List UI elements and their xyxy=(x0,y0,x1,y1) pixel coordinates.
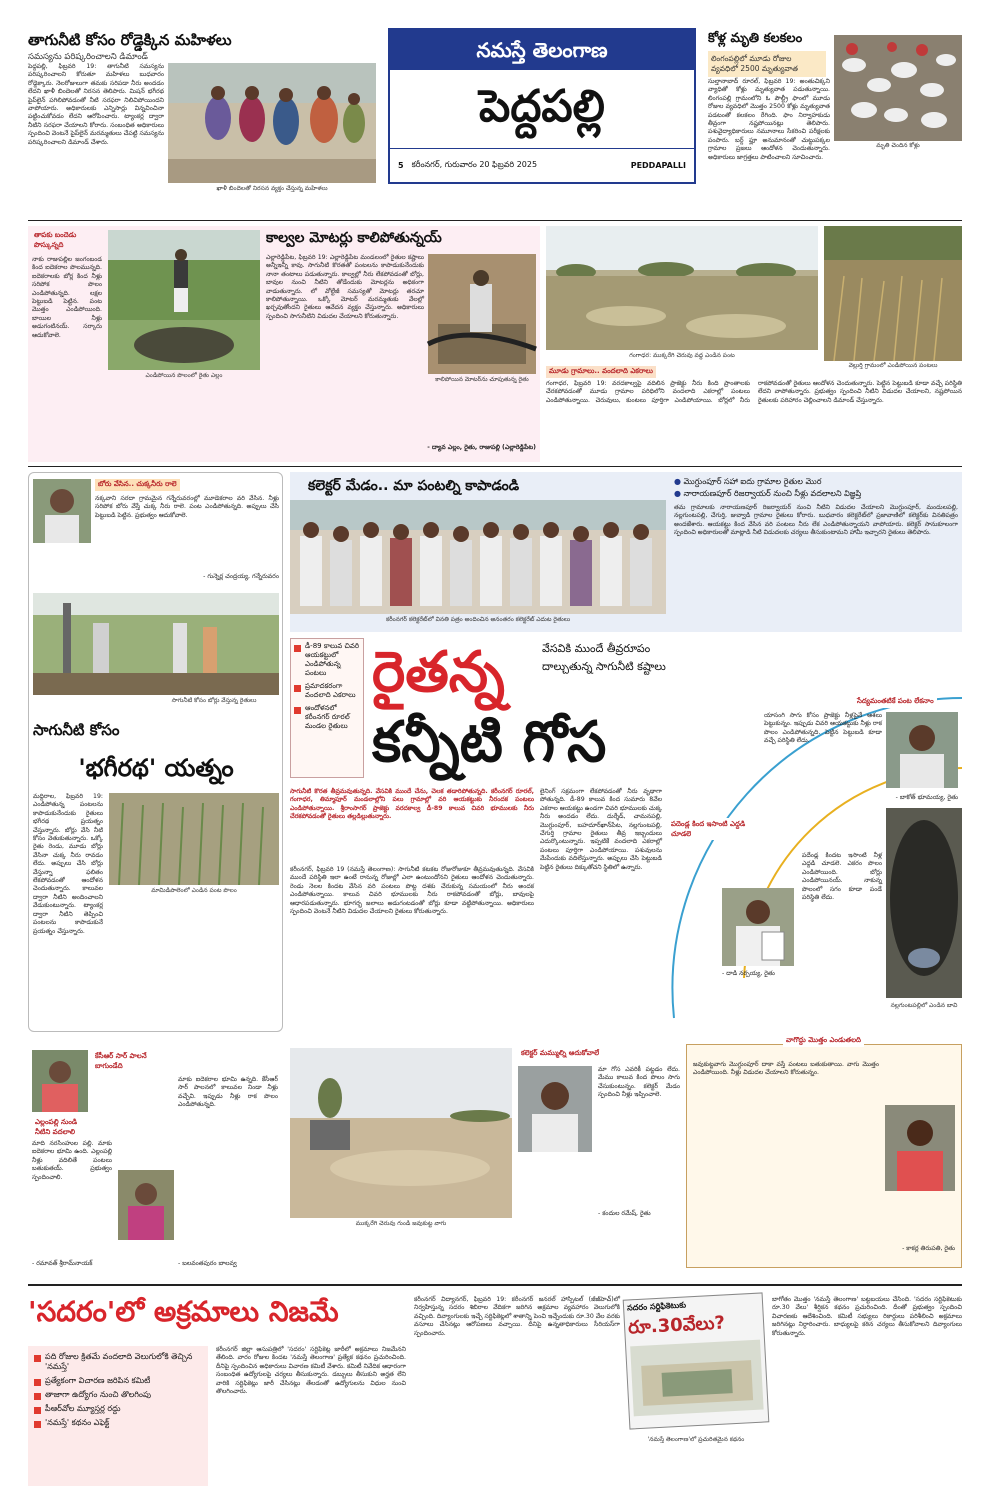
body-text-2: లైనింగ్ సక్రమంగా లేకపోవడంతో నీరు వృథాగా పోతున్నది. డీ-89 కాలువ కింద సుమారు 8వేల ఎకరాల ఆయకట్టు ఉండగా చివరి భూములకు చుక్క నీరు అందడం లేదు. దుర్శేడ్, చామనపల్లి, మొగ్దుంపూర్, బహదూర్‌ఖాన్‌పేట, నల్లగుంటపల్లి, చేగుర్తి గ్రామాల రైతులు తీవ్ర ఇబ్బందులు ఎదుర్కొంటున్నారు. ఇప్పటికే వందలాది ఎకరాల్లో పంటలు పూర్తిగా ఎండిపోయాయి. పశువులను మేపేందుకు వదిలేస్తున్నారు. అప్పులు చేసి పెట్టుబడి పెట్టిన రైతులు దిక్కుతోచని స్థితిలో ఉన్నారు. xyxy=(540,788,662,871)
photo-woman-portrait xyxy=(118,1170,174,1240)
headline: 'సదరం'లో అక్రమాలు నిజమే xyxy=(28,1295,339,1328)
photo-farmer-portrait xyxy=(518,1066,592,1152)
dateline: కరీంనగర్, గురువారం 20 ఫిబ్రవరి 2025 xyxy=(411,160,538,169)
body-text-1: కరీంనగర్ జిల్లా ఆసుపత్రిలో 'సదరం' సర్టిఫికెట్ల జారీలో అక్రమాలు నిజమేనని తేలింది. వారం రోజుల కిందట 'నమస్తే తెలంగాణ' ప్రత్యేక కథనం ప్రచురించింది. దీనిపై స్పందించిన అధికారులు విచారణ కమిటీ వేశారు. కమిటీ నివేదిక ఆధారంగా సంబంధిత ఉద్యోగులపై చర్యలు తీసుకున్నారు. డబ్బులు తీసుకుని అర్హత లేని వారికి సర్టిఫికెట్లు జారీ చేసినట్లు తేలడంతో ఉద్యోగులను విధుల నుంచి తొలగించారు. xyxy=(216,1346,406,1396)
story-motors xyxy=(28,226,540,462)
body-text-1: కరీంనగర్, ఫిబ్రవరి 19 (నమస్తే తెలంగాణ): సాగునీటి కటకట రోజురోజుకూ తీవ్రమవుతున్నది. వేసవికి ముందే పరిస్థితి ఇలా ఉంటే రానున్న రోజుల్లో ఎలా ఉంటుందోనని రైతులు ఆందోళన చెందుతున్నారు. రెండు నెలల కిందట వేసిన వరి పంటలు పొట్ట దశకు చేరుకున్న సమయంలో నీరు అందక ఎండిపోతున్నాయి. కాలువ చివరి భూములకు నీరు రాకపోవడంతో బోర్లు, బావులపై ఆధారపడుతున్నారు. భూగర్భ జలాలు అడుగంటడంతో బోర్లు కూడా వట్టిపోతున్నాయి. అధికారులు స్పందించి వెంటనే నీటిని విడుదల చేయాలని రైతులు కోరుతున్నారు. xyxy=(290,866,534,916)
photo-farmer-portrait xyxy=(33,479,91,543)
bullet-item: పది రోజుల క్రితమే వందలాది వెలుగులోకి తెచ్చిన 'నమస్తే' xyxy=(34,1352,202,1372)
quote-box-vagu xyxy=(686,1036,962,1268)
section-tag: కలెక్టర్ మమ్ముల్ని ఆదుకోవాలే xyxy=(521,1049,600,1057)
story-villages xyxy=(546,226,962,462)
story-bhagiratha xyxy=(28,472,283,1032)
quote-text: పదేండ్ల కిందట ఇసాంటి నీళ్ల ఎద్దడి చూడలె. ఎకరం పొలం ఎండిపోయింది. బోర్లు ఎండిపోయినయ్. నాకున్న పొలంలో సగం కూడా పండే పరిస్థితి లేదు. xyxy=(802,852,882,902)
photo-dry-stream xyxy=(290,1048,512,1218)
section-tag: వాగొద్దు మొత్తం ఎండుతలది xyxy=(783,1035,864,1047)
quote-text: యాసంగి సాగు కోసం ప్రాజెక్టు నీళ్లపైనే ఆశలు పెట్టుకున్నం. ఇప్పుడు చివరి ఆయకట్టుకు నీళ్లు రాక పొలం ఎండిపోతున్నది. పెట్టిన పెట్టుబడి కూడా వచ్చే పరిస్థితి లేదు. xyxy=(764,712,882,745)
headline: సాగునీటి కోసం xyxy=(33,721,120,739)
photo-farmers-group xyxy=(290,500,666,614)
bullet-box xyxy=(28,1346,208,1486)
bullet-item: డీ-89 కాలువ చివరి ఆయకట్టులో ఎండిపోతున్న పంటలు xyxy=(294,642,360,678)
sub-line-1: లింగంపల్లిలో మూడు రోజుల xyxy=(711,54,792,63)
photo-caption-2: కాలిపోయిన మోటర్‌ను చూపుతున్న రైతు xyxy=(435,376,529,383)
divider xyxy=(28,220,962,221)
photo-women xyxy=(168,63,376,183)
headline: కోళ్ల మృతి కలకలం xyxy=(708,31,803,46)
body-text: ఎల్లారెడ్డిపేట, ఫిబ్రవరి 19: ఎల్లారెడ్డిపేట మండలంలో రైతుల కష్టాలు అన్నీఇన్నీ కావు. సాగునీటి కొరతతో పంటలను కాపాడుకునేందుకు నానా తంటాలు పడుతున్నారు. కాల్వల్లో నీరు లేకపోవడంతో బోర్లు, బావుల నుంచి నీటిని తోడేందుకు మోటర్లను అధికంగా వాడుతున్నారు. లో వోల్టేజీ సమస్యతో మోటర్లు తరచూ కాలిపోతున్నాయి. ఒక్కో మోటర్ మరమ్మతుకు వేలల్లో ఖర్చవుతోందని రైతులు ఆవేదన వ్యక్తం చేస్తున్నారు. అధికారులు స్పందించి సాగునీటిని విడుదల చేయాలని కోరుతున్నారు. xyxy=(266,254,424,320)
photo-caption-1: ఎండిపోయిన పొలంలో రైతు ఎల్లం xyxy=(145,372,223,379)
clip-box xyxy=(623,1292,770,1429)
masthead xyxy=(388,28,696,184)
bullet-item: ఆందోళనలో కరీంనగర్ రూరల్ మండల రైతులు xyxy=(294,704,360,731)
photo-dead-chickens xyxy=(834,35,962,141)
clip-photo xyxy=(630,1340,763,1417)
clip-price: రూ.30వేలు? xyxy=(627,1312,726,1339)
story-women-protest xyxy=(28,30,380,215)
section-tag: తాపకు బందెడు పొస్కున్నది xyxy=(34,231,77,249)
photo-caption: మృతి చెందిన కోళ్లు xyxy=(876,142,920,149)
brand-name: నమస్తే తెలంగాణ xyxy=(476,38,608,62)
bullet: ● xyxy=(674,477,684,486)
headline-part-1: రైతన్న xyxy=(372,640,505,705)
photo-farmer-portrait xyxy=(32,1050,88,1112)
quote-attribution: - ద్యావ ఎల్లం, రైతు, రాజుపల్లి (ఎల్లారెడ్డిపేట) xyxy=(427,444,536,451)
photo-dry-crop xyxy=(824,226,962,361)
point-2 xyxy=(674,488,958,499)
edition-en: PEDDAPALLI xyxy=(630,161,686,170)
body-text: మద్దిరాల, ఫిబ్రవరి 19: ఎండిపోతున్న పంటలను కాపాడుకునేందుకు రైతులు భగీరథ ప్రయత్నం చేస్తున్నారు. బోర్లు వేసి నీటి కోసం వెతుకుతున్నారు. ఒక్కో రైతు రెండు, మూడు బోర్లు వేసినా చుక్క నీరు రావడం లేదు. అప్పులు చేసి బోర్లు వేస్తున్నా ఫలితం లేకపోవడంతో ఆందోళన చెందుతున్నారు. కాలువల ద్వారా నీటిని అందించాలని వేడుకుంటున్నారు. ట్యాంకర్ల ద్వారా నీటిని తెప్పించి పంటలను కాపాడుకునే ప్రయత్నం చేస్తున్నారు. xyxy=(33,793,103,935)
subheadline: సమస్యను పరిష్కరించాలని డిమాండ్ xyxy=(28,52,148,62)
bullet-list xyxy=(294,642,360,731)
quote-box-farmers xyxy=(28,1050,283,1278)
section-tag: సేద్యమంతటికే పంట లేకనాం xyxy=(854,696,937,708)
dateline-bar xyxy=(390,148,694,182)
bullet-item: ప్రత్యేకంగా విచారణ జరిపిన కమిటీ xyxy=(34,1376,202,1386)
quote-text: మా గోస ఎవరికీ పట్టడం లేదు. మేము కాలువ కింద పొలం సాగు చేసుకుంటున్నం. కలెక్టర్ మేడం స్పందించి నీళ్లు ఇప్పించాలె. xyxy=(598,1066,680,1099)
bullet-item: తాజాగా ఉద్యోగం నుంచి తొలగింపు xyxy=(34,1390,202,1400)
quote-text: నాకు రాజుపల్లిల జంగంబండ కింద ఐదెకరాల పొలమున్నది. ఐదెకరాలకు బోర్ల కింద నీళ్లు సరిపోక పొలం ఎండిపోతున్నది. లక్షల పెట్టుబడి పెట్టిన. పంట మొత్తం ఎండిపోయింది. బాయిల నీళ్లు అడుగంటినయ్. సర్కారు ఆదుకోవాలె. xyxy=(32,256,102,339)
bullet-item: ప్రమాదకరంగా వందలాది ఎకరాలు xyxy=(294,682,360,700)
bullet: ● xyxy=(674,489,684,498)
photo-caption: కరీంనగర్ కలెక్టరేట్‌లో వినతి పత్రం అందించిన అనంతరం కలెక్టరేట్‌ ఎదుట రైతులు xyxy=(385,616,571,623)
sub-box xyxy=(708,51,826,77)
bullet-item: పీఆర్‌వోల మ్యూస్తర్ల రద్దు xyxy=(34,1404,202,1414)
section-tag: ఎల్లంపల్లి నుండి నీటిని వదలాలి xyxy=(35,1118,78,1136)
kicker-2: దాల్చుతున్న సాగునీటి కష్టాలు xyxy=(542,660,666,673)
sub-line-2: వ్యవధిలో 2500 మృత్యువాత xyxy=(711,64,799,73)
photo-farmer-portrait xyxy=(886,712,958,788)
kicker-1: వేసవికి ముందే తీవ్రరూపం xyxy=(542,642,651,655)
photo-caption-2: మామిడిపాలెంలో ఎండిన పంట పొలం xyxy=(151,887,237,894)
quote-radial xyxy=(664,638,962,1038)
photo-farmer-field xyxy=(108,230,260,370)
quote-attribution: - గున్నెర్ల చంద్రయ్య, గన్నేరువరం xyxy=(203,573,279,580)
photo-farmer-with-paper xyxy=(722,888,794,966)
point-1 xyxy=(674,476,958,487)
divider xyxy=(28,466,962,467)
quote-attribution: - రమావత్ శ్రీరామ్‌నాయక్ xyxy=(32,1260,93,1267)
clip-caption: 'నమస్తే తెలంగాణ'లో ప్రచురితమైన కథనం xyxy=(647,1436,745,1443)
story-collector xyxy=(290,472,962,632)
section-tag: బోరు వేసిన.. చుక్కనీరు రాలె xyxy=(95,479,180,491)
story-chicken-deaths xyxy=(708,30,962,215)
body-text: సుల్తానాబాద్ రూరల్, ఫిబ్రవరి 19: అంతుచిక్కని వ్యాధితో కోళ్లు మృత్యువాత పడుతున్నాయి. లింగంపల్లి గ్రామంలోని ఓ పౌల్ట్రీ ఫాంలో మూడు రోజుల వ్యవధిలో మొత్తం 2500 కోళ్లు మృత్యువాత పడటంతో కలకలం రేగింది. ఫాం నిర్వాహకుడు తీవ్రంగా నష్టపోయినట్లు తెలిపారు. పశువైద్యాధికారులు నమూనాలు సేకరించి పరీక్షలకు పంపారు. బర్డ్ ఫ్లూ అనుమానంతో చుట్టుపక్కల గ్రామాల ప్రజలు ఆందోళన చెందుతున్నారు. అధికారులు జాగ్రత్తలు పాటించాలని సూచించారు. xyxy=(708,78,830,161)
photo-borewell xyxy=(33,593,279,695)
clip-title: సదరం సర్టిఫికెటుకు xyxy=(626,1300,687,1313)
section-tag: పదెండ్ల కింద ఇసాంటి ఎద్దడి చూడలె xyxy=(668,818,758,840)
photo-caption-1: గంగాధర: ముక్కరేగి చెరువు వద్ద ఎండిన పంట xyxy=(629,352,735,359)
body-text: పెద్దపల్లి, ఫిబ్రవరి 19: తాగునీటి సమస్యను పరిష్కరించాలని కోరుతూ మహిళలు బుధవారం రోడ్డెక్కారు. నెలరోజులుగా తమకు సరిపడా నీరు అందడం లేదని ఖాళీ బిందెలతో నిరసన తెలిపారు. మిషన్ భగీరథ పైప్‌లైన్ పగిలిపోవడంతో నీటి సరఫరా నిలిచిపోయిందని వాపోయారు. అధికారులకు ఎన్నిసార్లు విన్నవించినా పట్టించుకోవడం లేదని ఆరోపించారు. ట్యాంకర్ల ద్వారా నీటిని సరఫరా చేయాలని కోరారు. సంబంధిత అధికారులు స్పందించి వెంటనే పైప్‌లైన్ మరమ్మతులు చేపట్టి సమస్యను పరిష్కరించాలని డిమాండ్ చేశారు. xyxy=(28,63,164,146)
clipping xyxy=(626,1296,766,1486)
headline: కాల్వల మోటర్లు కాలిపోతున్నయ్ xyxy=(266,230,442,246)
headline: తాగునీటి కోసం రోడ్డెక్కిన మహిళలు xyxy=(28,31,232,49)
bullet-item: 'నమస్తే' కథనం ఎఫెక్ట్ xyxy=(34,1418,202,1428)
body-text-2: కరీంనగర్ విద్యానగర్, ఫిబ్రవరి 19: కరీంనగర్ జనరల్ హాస్పిటల్ (జీజీహెచ్)లో నిర్వహిస్తున్న సదరం శిబిరాల వేదికగా జరిగిన అక్రమాల వ్యవహారం వెలుగులోకి వచ్చింది. దివ్యాంగులకు ఇచ్చే సర్టిఫికెట్లలో శాతాన్ని పెంచి ఇచ్చేందుకు రూ.30 వేల వరకు వసూలు చేసినట్లు ఆరోపణలు వచ్చాయి. దీనిపై ఉన్నతాధికారులు సీరియస్‌గా స్పందించారు. xyxy=(414,1296,620,1337)
quote-attribution: - దాడి నర్సయ్య, రైతు xyxy=(722,970,775,977)
body-text: తమ గ్రామాలకు నారాయణపూర్ రిజర్వాయర్ నుంచి నీటిని విడుదల చేయాలని మొగ్దుంపూర్, మందులపల్లి, నల్లగుంటపల్లి, చేగుర్తి, జువ్వాడి గ్రామాల రైతులు కోరారు. బుధవారం కలెక్టరేట్‌లో ప్రజావాణిలో కలెక్టర్‌కు వినతిపత్రం అందజేశారు. ఆయకట్టు కింద వేసిన వరి పంటలు నీరు లేక ఎండిపోతున్నాయని వాపోయారు. కలెక్టర్ సానుకూలంగా స్పందించి అధికారులతో మాట్లాడి నీటి విడుదలకు చర్యలు తీసుకుంటామని హామీ ఇచ్చారని రైతులు తెలిపారు. xyxy=(674,504,958,537)
page-number: 5 xyxy=(398,161,404,170)
quote-text: మాకు ఐదెకరాల భూమి ఉన్నది. కేసీఆర్ సార్ పాలనలో కాలువల నిండా నీళ్లు వచ్చేవి. ఇప్పుడు నీళ్లు రాక పొలం ఎండిపోతున్నది. xyxy=(178,1076,278,1109)
section-tag: మూడు గ్రామాలు.. వందలాది ఎకరాలు xyxy=(546,366,656,378)
quote-attribution: - కందుల రమేష్, రైతు xyxy=(598,1210,651,1217)
photo-caption-1: సాగునీటి కోసం బోర్లు వేస్తున్న రైతులు xyxy=(171,697,257,704)
body-text: గంగాధర, ఫిబ్రవరి 19: వరదకాల్వపై వదిలిన ప్రాజెక్టు నీరు కింది ప్రాంతాలకు చేరకపోవడంతో మూడు గ్రామాల పరిధిలోని వందలాది ఎకరాల్లో పంటలు ఎండిపోతున్నాయి. చెరువులు, కుంటలు పూర్తిగా ఎండిపోయాయి. బోర్లలో నీరు రాకపోవడంతో రైతులు ఆందోళన చెందుతున్నారు. పెట్టిన పెట్టుబడి కూడా వచ్చే పరిస్థితి లేదని వాపోతున్నారు. ప్రభుత్వం స్పందించి నీటిని విడుదల చేయాలని, నష్టపోయిన రైతులకు పరిహారం చెల్లించాలని డిమాండ్ చేస్తున్నారు. xyxy=(546,380,962,404)
bullet-list xyxy=(34,1352,202,1428)
photo-dry-well xyxy=(886,808,962,998)
bullet-box xyxy=(290,638,364,778)
divider xyxy=(28,1284,962,1286)
edition-name: పెద్దపల్లి xyxy=(479,81,605,132)
point-text: మొగ్దుంపూర్‌ సహా ఐదు గ్రామాల రైతుల మొర xyxy=(683,477,822,486)
point-text: నారాయణపూర్‌ రిజర్వాయర్‌ నుంచి నీళ్లు వదలాలని విజ్ఞప్తి xyxy=(683,489,862,498)
headline: కలెక్టర్ మేడం.. మా పంటల్ని కాపాడండి xyxy=(308,478,520,494)
photo-dry-pond xyxy=(546,226,818,350)
quote-attribution: - బాకోత్ భూమయ్య, రైతు xyxy=(895,794,958,801)
body-text-3: బాగోతం మొత్తం 'నమస్తే తెలంగాణ' బట్టబయలు చేసింది. 'సదరం సర్టిఫికెటుకు రూ.30 వేలు' శీర్షికన కథనం ప్రచురించింది. దీంతో ప్రభుత్వం స్పందించి విచారణకు ఆదేశించింది. కమిటీ సభ్యులు రికార్డులు పరిశీలించి అక్రమాలు జరిగినట్లు నిర్ధారించారు. బాధ్యులపై కఠిన చర్యలు తీసుకోవాలని దివ్యాంగులు కోరుతున్నారు. xyxy=(772,1296,962,1337)
lead-text: సాగునీటి కొరత తీవ్రమవుతున్నది. వేసవికి ముందే చేను, చెలక తడారిపోతున్నది. కరీంనగర్ రూరల్, గంగాధర, తిమ్మాపూర్ మండలాల్లోని పలు గ్రామాల్లో వరి ఆయకట్టుకు నీరందక పంటలు ఎండిపోతున్నాయి. శ్రీరాంసాగర్ ప్రాజెక్టు వరదకాల్వ డీ-89 కాలువ చివరి భూములకు నీరు చేరకపోవడంతో రైతులు తల్లడిల్లుతున్నారు. xyxy=(290,788,534,821)
headline-2: 'భగీరథ' యత్నం xyxy=(78,754,234,782)
section-tag: కేసీఆర్ సార్ పాలనే బాగుండేది xyxy=(95,1052,147,1070)
photo-burnt-motor xyxy=(428,254,536,374)
quote-text: మాది నరసింహుల పల్లి. మాకు ఐదెకరాల భూమి ఉంది. ఎల్లంపల్లి నీళ్లు వదిలితే పంటలు బతుకుతయ్. ప్రభుత్వం స్పందించాలి. xyxy=(32,1140,112,1181)
headline-part-2: కన్నీటి గోస xyxy=(372,710,607,775)
quote-text: జవుకుట్టవాగు మొగ్దుంపూర్ దాకా వస్తే పంటలు బతుకుతాయి. వాగు మొత్తం ఎండిపోయింది. నీళ్లు విడుదల చేయాలని కోరుతున్నం. xyxy=(693,1061,879,1077)
photo-caption: ఖాళీ బిందెలతో నిరసన వ్యక్తం చేస్తున్న మహిళలు xyxy=(216,185,328,192)
brand-bar xyxy=(390,30,694,70)
story-sadaram xyxy=(28,1292,962,1492)
photo-caption: నల్లగుంటపల్లిలో ఎండిన బావి xyxy=(890,1002,958,1009)
quote-attribution: - కాకర్ల తిరుపతి, రైతు xyxy=(902,1245,955,1252)
photo-caption-2: వెల్లుర్తి గ్రామంలో ఎండిపోయిన పంటలు xyxy=(848,362,938,369)
quote-text: నక్కవాని సరదా గ్రామమైన గన్నేరువరంల్లో మూడెకరాల వరి వేసిన. నీళ్లు సరిపోక బోరు వేస్తే చుక్క నీరు రాలె. పంట ఎండిపోతున్నది. అప్పులు చేసి పెట్టుబడి పెట్టిన. ప్రభుత్వం ఆదుకోవాలె. xyxy=(95,495,279,519)
photo-caption: ముక్కరేగి చెరువు గుండి జవుకుట్ట వాగు xyxy=(355,1220,447,1227)
quote-attribution: - బలవంతపురం బాలవ్వ xyxy=(178,1260,237,1267)
photo-farmer-portrait xyxy=(885,1105,955,1191)
photo-dry-field xyxy=(109,793,279,885)
lower-middle xyxy=(290,1036,962,1278)
